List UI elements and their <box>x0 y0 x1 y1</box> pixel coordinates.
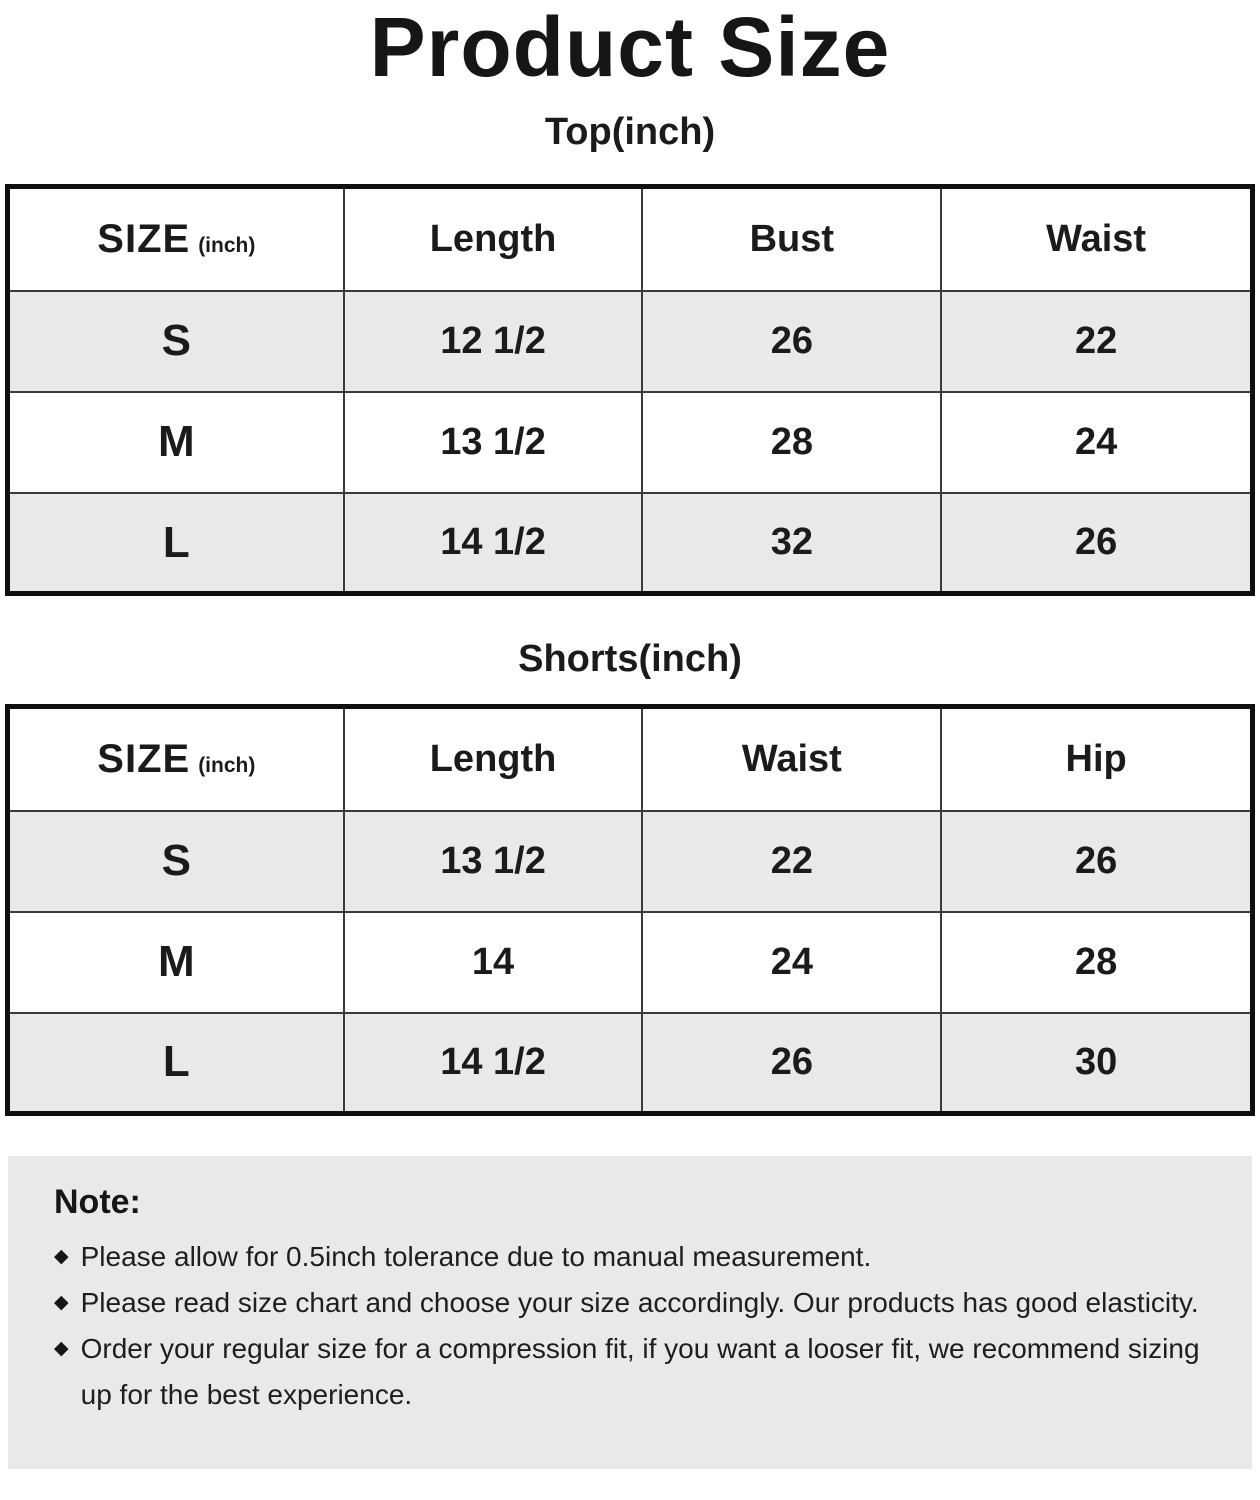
top-size-table <box>5 184 1255 596</box>
column-header-waist: Waist <box>642 707 941 811</box>
table-row <box>8 912 1253 1013</box>
note-title: Note: <box>54 1183 141 1222</box>
waist-cell: 22 <box>941 291 1252 392</box>
size-column-header <box>8 707 344 811</box>
note-item <box>54 1234 1206 1280</box>
length-cell: 12 1/2 <box>344 291 643 392</box>
column-header-length: Length <box>344 707 643 811</box>
diamond-bullet-icon: ◆ <box>54 1246 69 1268</box>
note-section <box>8 1156 1252 1469</box>
size-unit-label: (inch) <box>198 234 256 258</box>
page-title: Product Size <box>369 0 891 94</box>
table-row <box>8 392 1253 493</box>
table-header-row <box>8 707 1253 811</box>
table-row <box>8 811 1253 912</box>
size-column-header <box>8 187 344 291</box>
length-cell: 14 1/2 <box>344 1013 643 1114</box>
column-header-length: Length <box>344 187 643 291</box>
waist-cell: 26 <box>642 1013 941 1114</box>
shorts-size-table <box>5 704 1255 1116</box>
size-cell: M <box>8 392 344 493</box>
column-header-hip: Hip <box>941 707 1252 811</box>
column-header-waist: Waist <box>941 187 1252 291</box>
length-cell: 14 1/2 <box>344 493 643 594</box>
note-item-text: Please read size chart and choose your size accordingly. Our products has good elasticity. <box>80 1287 1199 1319</box>
column-header-bust: Bust <box>642 187 941 291</box>
note-item-text: Order your regular size for a compression fit, if you want a looser fit, we recommend sizing up for the best experience. <box>80 1333 1200 1411</box>
length-cell: 13 1/2 <box>344 811 643 912</box>
bust-cell: 32 <box>642 493 941 594</box>
waist-cell: 24 <box>642 912 941 1013</box>
waist-cell: 24 <box>941 392 1252 493</box>
size-cell: L <box>8 1013 344 1114</box>
length-cell: 13 1/2 <box>344 392 643 493</box>
top-table-caption: Top(inch) <box>544 110 716 153</box>
diamond-bullet-icon: ◆ <box>54 1338 69 1360</box>
size-cell: S <box>8 291 344 392</box>
size-unit-label: (inch) <box>198 753 256 777</box>
table-row <box>8 291 1253 392</box>
hip-cell: 28 <box>941 912 1252 1013</box>
length-cell: 14 <box>344 912 643 1013</box>
note-item <box>54 1280 1206 1326</box>
bust-cell: 26 <box>642 291 941 392</box>
waist-cell: 26 <box>941 493 1252 594</box>
table-row <box>8 493 1253 594</box>
diamond-bullet-icon: ◆ <box>54 1292 69 1314</box>
shorts-table-caption: Shorts(inch) <box>518 638 742 681</box>
hip-cell: 30 <box>941 1013 1252 1114</box>
waist-cell: 22 <box>642 811 941 912</box>
size-cell: L <box>8 493 344 594</box>
hip-cell: 26 <box>941 811 1252 912</box>
table-header-row <box>8 187 1253 291</box>
size-cell: S <box>8 811 344 912</box>
note-item <box>54 1326 1206 1418</box>
note-item-text: Please allow for 0.5inch tolerance due to manual measurement. <box>80 1241 872 1273</box>
size-cell: M <box>8 912 344 1013</box>
table-row <box>8 1013 1253 1114</box>
bust-cell: 28 <box>642 392 941 493</box>
size-label: SIZE <box>97 736 191 781</box>
size-label: SIZE <box>97 217 191 262</box>
